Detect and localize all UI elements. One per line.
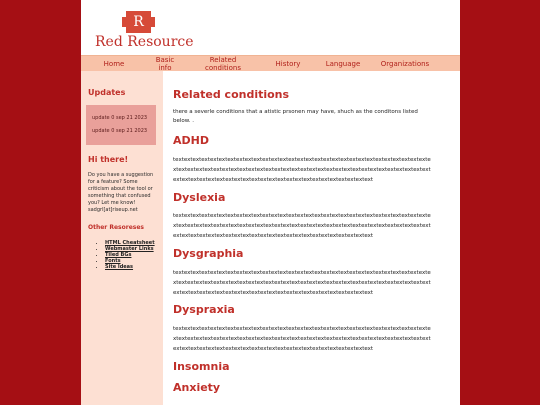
section-heading-dysgraphia: Dysgraphia: [173, 247, 244, 260]
update-item: update 0 sep 21 2023: [92, 115, 148, 121]
section-body: textextextextextextextextextextextextextextextextextextextextextextextextextextextextextextextextextextextextextextextextextextextextextextextextextextextextextextextextextextextextextextextextextextextextextextextextextextextextextextextextextext: [173, 326, 431, 352]
section-heading-anxiety: Anxiety: [173, 381, 221, 394]
page-title: Related conditions: [173, 88, 290, 101]
link-tiled-bgs[interactable]: Tiled BGs: [105, 252, 132, 258]
section-body: textextextextextextextextextextextextextextextextextextextextextextextextextextextextextextextextextextextextextextextextextextextextextextextextextextextextextextextextextextextextextextextextextextextextextextextextextextextextextextextextextext: [173, 270, 431, 296]
link-html-cheatsheet[interactable]: HTML Cheatsheet: [105, 240, 155, 246]
section-heading-adhd: ADHD: [173, 134, 209, 147]
site-title[interactable]: Red Resource: [95, 34, 194, 50]
hi-heading: Hi there!: [88, 155, 129, 164]
section-body: textextextextextextextextextextextextextextextextextextextextextextextextextextextextextextextextextextextextextextextextextextextextextextextextextextextextextextextextextextextextextextextextextextextextextextextextextextextextextextextextextext: [173, 213, 431, 239]
nav-related-conditions[interactable]: Related conditions: [204, 55, 241, 72]
link-site-ideas[interactable]: Site Ideas: [105, 264, 134, 270]
updates-box: [86, 105, 156, 145]
logo-icon[interactable]: R: [126, 11, 151, 33]
link-webmaster-links[interactable]: Webmaster Links: [105, 246, 154, 252]
link-fonts[interactable]: Fonts: [105, 258, 121, 264]
nav-language[interactable]: Language: [325, 59, 361, 68]
main-nav: [81, 55, 460, 71]
nav-home[interactable]: Home: [103, 59, 125, 68]
page: [81, 0, 460, 405]
site-header: [81, 0, 460, 55]
updates-heading: Updates: [88, 88, 126, 97]
nav-organizations[interactable]: Organizations: [380, 59, 430, 68]
section-body: textextextextextextextextextextextextextextextextextextextextextextextextextextextextextextextextextextextextextextextextextextextextextextextextextextextextextextextextextextextextextextextextextextextextextextextextextextextextextextextextextext: [173, 157, 431, 183]
resource-list: [97, 240, 155, 270]
section-heading-insomnia: Insomnia: [173, 360, 230, 373]
nav-basic-info[interactable]: Basic info: [155, 55, 175, 72]
intro-text: there a severle conditions that a atistic prsonen may have, shuch as the conditons listed below. .: [173, 109, 418, 124]
update-item: update 0 sep 21 2023: [92, 128, 148, 134]
sidebar: [81, 71, 163, 405]
nav-history[interactable]: History: [275, 59, 301, 68]
section-heading-dyslexia: Dyslexia: [173, 191, 226, 204]
suggestion-text: Do you have a suggestion for a feature? Some criticism about the tool or something that confused you? Let me know! sadgrl[at]riseup.net: [88, 172, 154, 213]
list-item: [105, 264, 155, 270]
other-resources-heading: Other Resoreses: [88, 224, 144, 231]
section-heading-dyspraxia: Dyspraxia: [173, 303, 235, 316]
